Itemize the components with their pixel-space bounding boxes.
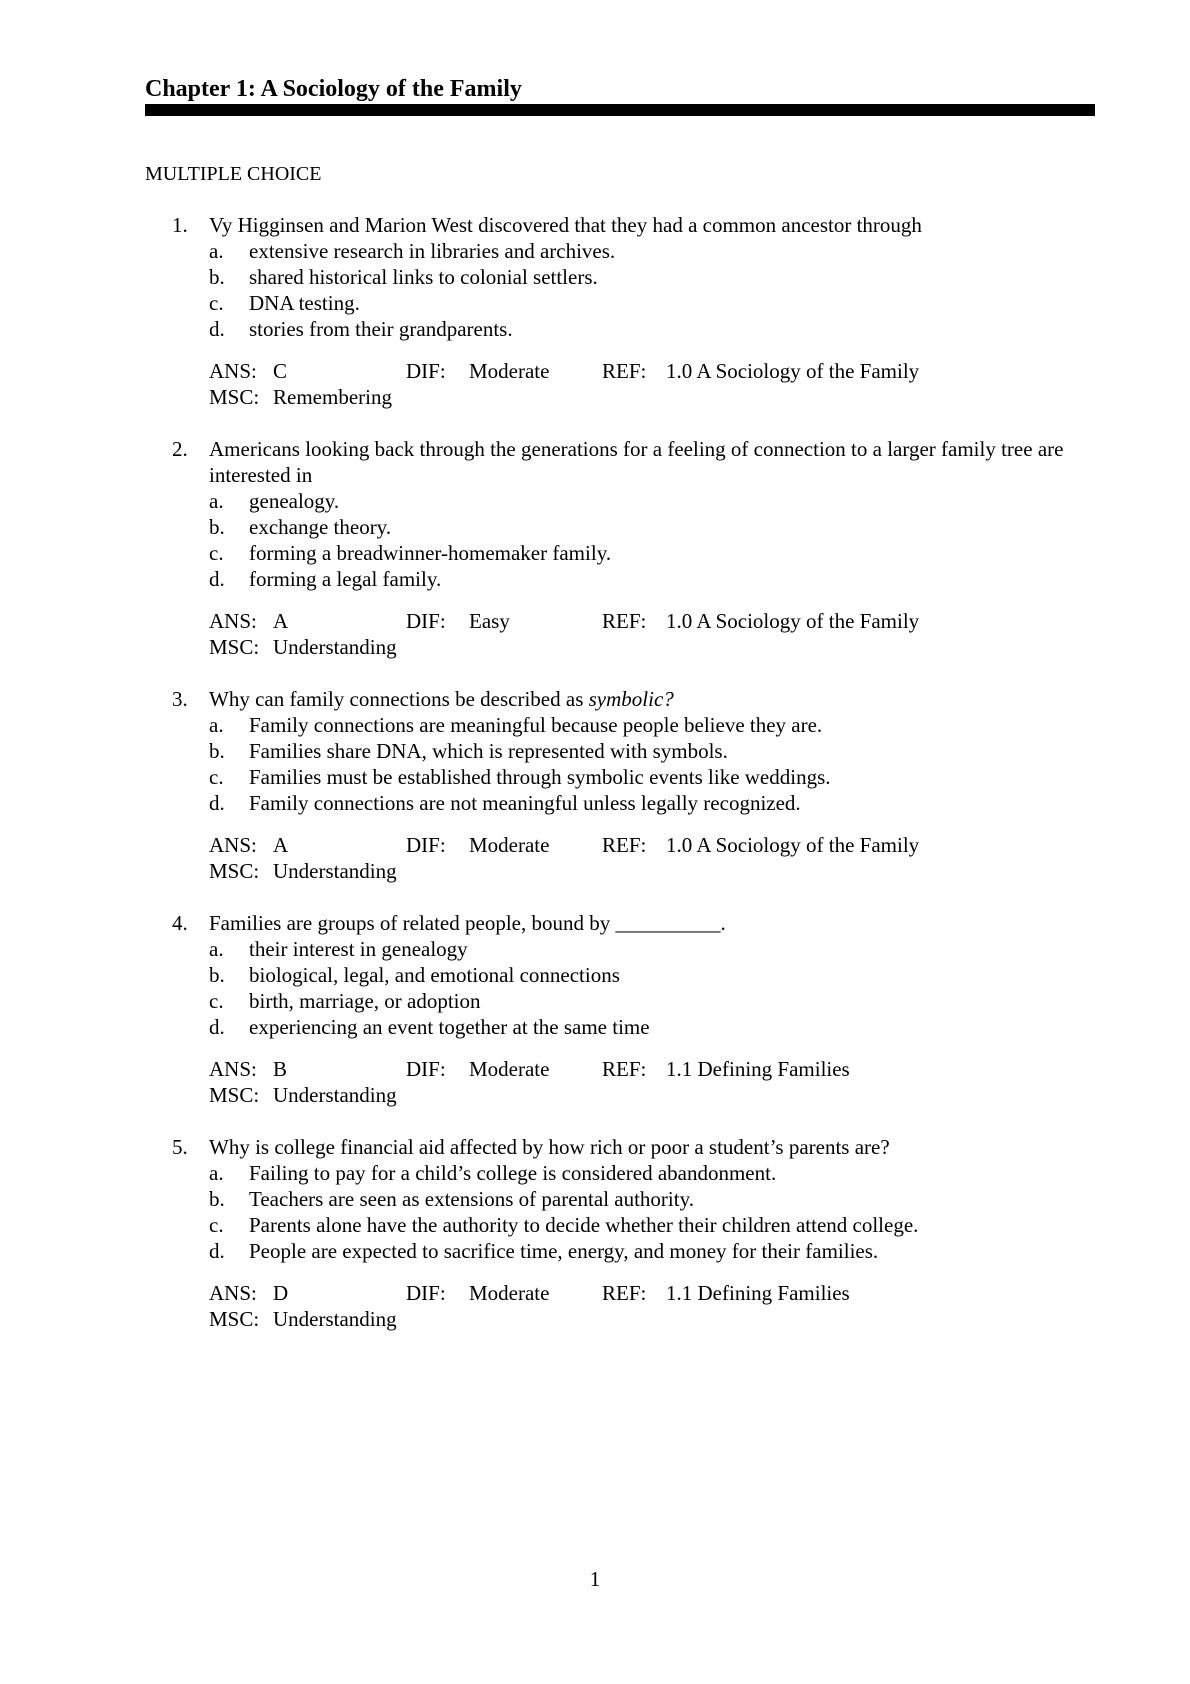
ans-value: A bbox=[273, 609, 289, 633]
choice-letter: c. bbox=[209, 541, 224, 565]
choice-text: biological, legal, and emotional connections bbox=[249, 963, 620, 987]
choice-b bbox=[0, 962, 1190, 988]
question-number: 1. bbox=[172, 213, 188, 237]
choice-text: Parents alone have the authority to decide whether their children attend college. bbox=[249, 1213, 919, 1237]
dif-label: DIF: bbox=[406, 359, 446, 383]
choice-text: forming a breadwinner-homemaker family. bbox=[249, 541, 612, 565]
choice-c bbox=[0, 988, 1190, 1014]
choice-text: their interest in genealogy bbox=[249, 937, 468, 961]
choice-c bbox=[0, 540, 1190, 566]
ref-label: REF: bbox=[602, 833, 647, 857]
dif-label: DIF: bbox=[406, 833, 446, 857]
choice-text: DNA testing. bbox=[249, 291, 360, 315]
choice-b bbox=[0, 264, 1190, 290]
choice-a bbox=[0, 1160, 1190, 1186]
answer-meta bbox=[0, 1280, 1190, 1332]
dif-value: Moderate bbox=[469, 833, 550, 857]
ref-value: 1.1 Defining Families bbox=[666, 1057, 850, 1081]
question-text: Vy Higginsen and Marion West discovered that they had a common ancestor through bbox=[209, 213, 922, 237]
answer-meta bbox=[0, 1056, 1190, 1108]
question-text: Why is college financial aid affected by how rich or poor a student’s parents are? bbox=[209, 1135, 890, 1159]
question-text: Americans looking back through the generations for a feeling of connection to a larger family tree are interested in bbox=[209, 437, 1064, 487]
ans-label: ANS: bbox=[209, 1057, 257, 1081]
question-stem bbox=[0, 910, 1190, 936]
page-number: 1 bbox=[589, 1567, 601, 1591]
choice-a bbox=[0, 488, 1190, 514]
choice-text: forming a legal family. bbox=[249, 567, 442, 591]
msc-value: Understanding bbox=[273, 1083, 397, 1107]
ans-value: D bbox=[273, 1281, 289, 1305]
choice-text: Families must be established through symbolic events like weddings. bbox=[249, 765, 831, 789]
choice-letter: b. bbox=[209, 739, 225, 763]
dif-label: DIF: bbox=[406, 1281, 446, 1305]
ans-value: A bbox=[273, 833, 289, 857]
question-list bbox=[0, 212, 1190, 1358]
choice-letter: c. bbox=[209, 291, 224, 315]
choice-text: shared historical links to colonial settlers. bbox=[249, 265, 598, 289]
ref-label: REF: bbox=[602, 1057, 647, 1081]
ans-value: B bbox=[273, 1057, 288, 1081]
choice-text: Family connections are not meaningful unless legally recognized. bbox=[249, 791, 801, 815]
msc-value: Understanding bbox=[273, 1307, 397, 1331]
ref-value: 1.0 A Sociology of the Family bbox=[666, 833, 920, 857]
dif-value: Easy bbox=[469, 609, 510, 633]
ans-label: ANS: bbox=[209, 359, 257, 383]
ref-label: REF: bbox=[602, 1281, 647, 1305]
dif-value: Moderate bbox=[469, 1281, 550, 1305]
choice-letter: a. bbox=[209, 937, 224, 961]
ref-label: REF: bbox=[602, 609, 647, 633]
msc-value: Remembering bbox=[273, 385, 392, 409]
section-title: MULTIPLE CHOICE bbox=[145, 163, 322, 185]
dif-label: DIF: bbox=[406, 609, 446, 633]
ref-value: 1.0 A Sociology of the Family bbox=[666, 359, 920, 383]
ref-label: REF: bbox=[602, 359, 647, 383]
choice-letter: a. bbox=[209, 1161, 224, 1185]
dif-value: Moderate bbox=[469, 1057, 550, 1081]
question-3 bbox=[0, 686, 1190, 884]
choice-d bbox=[0, 790, 1190, 816]
choice-d bbox=[0, 1238, 1190, 1264]
answer-meta bbox=[0, 358, 1190, 410]
question-4 bbox=[0, 910, 1190, 1108]
question-number: 2. bbox=[172, 437, 188, 461]
msc-label: MSC: bbox=[209, 635, 260, 659]
answer-meta bbox=[0, 832, 1190, 884]
choice-letter: d. bbox=[209, 567, 225, 591]
choice-letter: d. bbox=[209, 1239, 225, 1263]
choice-c bbox=[0, 1212, 1190, 1238]
choice-letter: c. bbox=[209, 765, 224, 789]
choice-letter: a. bbox=[209, 239, 224, 263]
choice-a bbox=[0, 936, 1190, 962]
question-number: 4. bbox=[172, 911, 188, 935]
choice-letter: b. bbox=[209, 1187, 225, 1211]
choice-letter: b. bbox=[209, 265, 225, 289]
choice-letter: c. bbox=[209, 1213, 224, 1237]
question-2 bbox=[0, 436, 1190, 660]
choice-text: experiencing an event together at the same time bbox=[249, 1015, 650, 1039]
ans-label: ANS: bbox=[209, 833, 257, 857]
ans-label: ANS: bbox=[209, 1281, 257, 1305]
choice-b bbox=[0, 514, 1190, 540]
question-stem bbox=[0, 686, 1190, 712]
question-stem bbox=[0, 436, 1190, 488]
choice-text: extensive research in libraries and archives. bbox=[249, 239, 616, 263]
question-text: Why can family connections be described as bbox=[209, 687, 584, 711]
title-rule bbox=[145, 104, 1095, 116]
choice-a bbox=[0, 238, 1190, 264]
question-emphasis: symbolic? bbox=[588, 687, 674, 711]
choice-b bbox=[0, 738, 1190, 764]
choice-d bbox=[0, 1014, 1190, 1040]
question-5 bbox=[0, 1134, 1190, 1332]
choice-c bbox=[0, 290, 1190, 316]
choice-letter: b. bbox=[209, 963, 225, 987]
msc-label: MSC: bbox=[209, 1083, 260, 1107]
ans-value: C bbox=[273, 359, 288, 383]
dif-value: Moderate bbox=[469, 359, 550, 383]
msc-value: Understanding bbox=[273, 635, 397, 659]
choice-text: stories from their grandparents. bbox=[249, 317, 513, 341]
dif-label: DIF: bbox=[406, 1057, 446, 1081]
chapter-title: Chapter 1: A Sociology of the Family bbox=[145, 76, 522, 102]
question-stem bbox=[0, 1134, 1190, 1160]
msc-label: MSC: bbox=[209, 859, 260, 883]
ref-value: 1.1 Defining Families bbox=[666, 1281, 850, 1305]
choice-d bbox=[0, 316, 1190, 342]
choice-text: birth, marriage, or adoption bbox=[249, 989, 481, 1013]
choice-d bbox=[0, 566, 1190, 592]
answer-meta bbox=[0, 608, 1190, 660]
choice-c bbox=[0, 764, 1190, 790]
choice-letter: d. bbox=[209, 791, 225, 815]
choice-text: exchange theory. bbox=[249, 515, 392, 539]
choice-text: genealogy. bbox=[249, 489, 340, 513]
msc-value: Understanding bbox=[273, 859, 397, 883]
choice-letter: c. bbox=[209, 989, 224, 1013]
choice-text: Family connections are meaningful because people believe they are. bbox=[249, 713, 823, 737]
choice-letter: b. bbox=[209, 515, 225, 539]
choice-text: People are expected to sacrifice time, energy, and money for their families. bbox=[249, 1239, 879, 1263]
question-stem bbox=[0, 212, 1190, 238]
choice-letter: a. bbox=[209, 489, 224, 513]
choice-text: Failing to pay for a child’s college is considered abandonment. bbox=[249, 1161, 777, 1185]
choice-a bbox=[0, 712, 1190, 738]
choice-letter: d. bbox=[209, 1015, 225, 1039]
choice-text: Families share DNA, which is represented with symbols. bbox=[249, 739, 728, 763]
choice-letter: d. bbox=[209, 317, 225, 341]
choice-b bbox=[0, 1186, 1190, 1212]
question-text: Families are groups of related people, bound by __________. bbox=[209, 911, 726, 935]
choice-letter: a. bbox=[209, 713, 224, 737]
question-number: 3. bbox=[172, 687, 188, 711]
ans-label: ANS: bbox=[209, 609, 257, 633]
choice-text: Teachers are seen as extensions of parental authority. bbox=[249, 1187, 694, 1211]
ref-value: 1.0 A Sociology of the Family bbox=[666, 609, 920, 633]
msc-label: MSC: bbox=[209, 385, 260, 409]
question-number: 5. bbox=[172, 1135, 188, 1159]
msc-label: MSC: bbox=[209, 1307, 260, 1331]
question-1 bbox=[0, 212, 1190, 410]
